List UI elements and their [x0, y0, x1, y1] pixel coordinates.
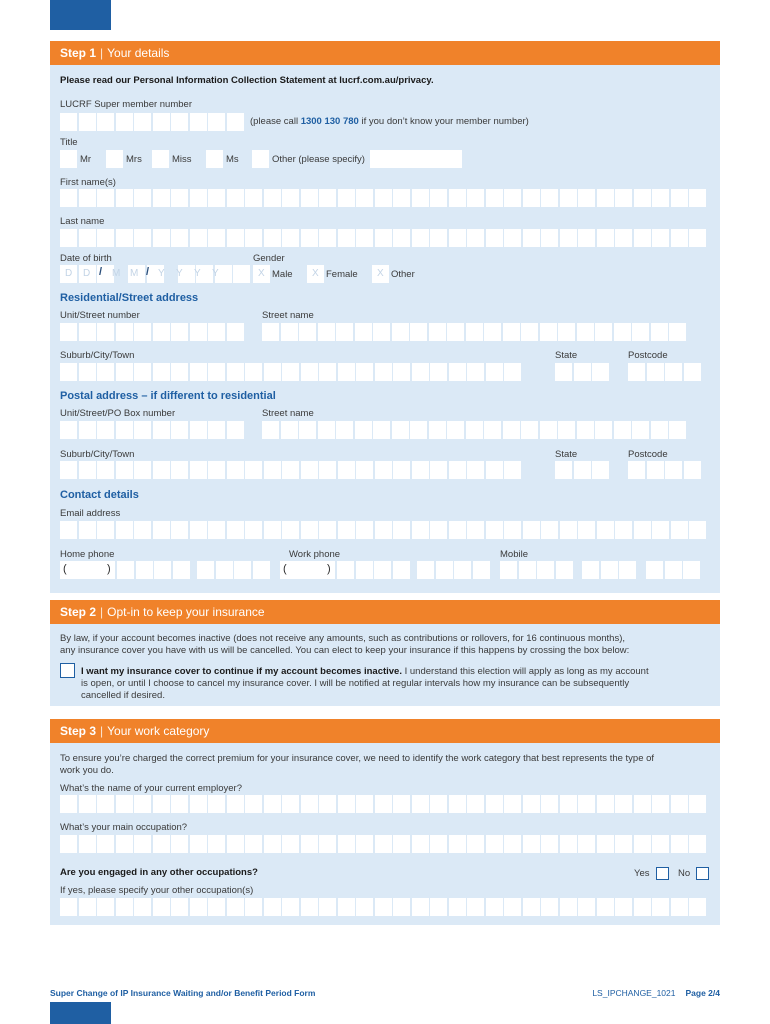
street-name-input[interactable] — [262, 323, 688, 341]
gender-male-mark: X — [258, 268, 265, 279]
title-mr-checkbox[interactable] — [60, 150, 77, 168]
home-paren-close: ) — [107, 563, 111, 575]
dob-placeholder-m1: M — [112, 268, 121, 279]
top-blue-tab — [50, 0, 111, 30]
step2-title: Opt-in to keep your insurance — [107, 605, 265, 619]
postal-heading: Postal address – if different to residential — [60, 390, 276, 402]
dob-placeholder-y2: Y — [176, 268, 183, 279]
optin-bold: I want my insurance cover to continue if my account becomes inactive. — [81, 666, 402, 677]
postal-state-input[interactable] — [555, 461, 611, 479]
work-phone-input-2[interactable] — [417, 561, 491, 579]
gender-male-label: Male — [272, 269, 293, 280]
mobile-label: Mobile — [500, 549, 528, 560]
optin-statement — [81, 666, 649, 702]
other-occupation-input[interactable] — [60, 898, 708, 916]
employer-input[interactable] — [60, 795, 708, 813]
work-phone-label: Work phone — [289, 549, 341, 560]
employer-label: What’s the name of your current employer? — [60, 783, 242, 794]
step2-number: Step 2 — [60, 605, 97, 619]
member-number-input[interactable] — [60, 113, 245, 131]
bottom-blue-tab — [50, 1002, 111, 1024]
title-ms-checkbox[interactable] — [206, 150, 223, 168]
title-ms-label: Ms — [226, 154, 239, 165]
postal-unit-input[interactable] — [60, 421, 245, 439]
step2-para-line1: By law, if your account becomes inactive (does not receive any amounts, such as contributions or rollovers, for 16 continuous months), — [60, 633, 626, 644]
postal-suburb-input[interactable] — [60, 461, 523, 479]
mobile-input-3[interactable] — [646, 561, 702, 579]
gender-female-mark: X — [312, 268, 319, 279]
state-label: State — [555, 350, 578, 361]
step1-header: Step 1 | Your details — [50, 41, 720, 65]
dob-placeholder-m2: M — [130, 268, 139, 279]
dob-placeholder-d1: D — [65, 268, 73, 279]
residential-heading: Residential/Street address — [60, 292, 199, 304]
dob-placeholder-y1: Y — [158, 268, 165, 279]
postal-state-label: State — [555, 449, 578, 460]
step1-number: Step 1 — [60, 46, 97, 60]
postal-suburb-label: Suburb/City/Town — [60, 449, 135, 460]
occupation-label: What’s your main occupation? — [60, 822, 188, 833]
title-other-specify-input[interactable] — [370, 150, 462, 168]
last-name-label: Last name — [60, 216, 105, 227]
mobile-input-1[interactable] — [500, 561, 574, 579]
yes-label: Yes — [634, 868, 650, 879]
gender-other-label: Other — [391, 269, 415, 280]
home-phone-label: Home phone — [60, 549, 115, 560]
street-name-label: Street name — [262, 310, 314, 321]
work-paren-open: ( — [283, 563, 287, 575]
optin-line3: cancelled if desired. — [81, 690, 165, 701]
member-number-label: LUCRF Super member number — [60, 99, 192, 110]
title-label: Title — [60, 137, 78, 148]
dob-separator-1: / — [99, 266, 103, 278]
suburb-label: Suburb/City/Town — [60, 350, 135, 361]
step3-intro-line1: To ensure you’re charged the correct premium for your insurance cover, we need to identify the work category that best represents the type of — [60, 753, 655, 764]
optin-rest1: I understand this election will apply as long as my account — [401, 666, 649, 677]
occupation-input[interactable] — [60, 835, 708, 853]
optin-checkbox[interactable] — [60, 663, 75, 678]
member-hint-phone: 1300 130 780 — [300, 116, 359, 127]
step3-intro-line2: work you do. — [60, 765, 114, 776]
title-other-label: Other (please specify) — [272, 154, 365, 165]
no-checkbox[interactable] — [696, 867, 709, 880]
footer-right — [592, 988, 720, 998]
unit-street-label: Unit/Street number — [60, 310, 140, 321]
title-miss-checkbox[interactable] — [152, 150, 169, 168]
gender-female-label: Female — [326, 269, 358, 280]
step3-title: Your work category — [107, 724, 210, 738]
step3-header: Step 3 | Your work category — [50, 719, 720, 743]
member-number-hint: (please call 1300 130 780 if you don’t know your member number) — [250, 116, 529, 127]
privacy-notice: Please read our Personal Information Collection Statement at lucrf.com.au/privacy. — [60, 75, 434, 86]
other-occupation-question: Are you engaged in any other occupations? — [60, 867, 258, 878]
gender-label: Gender — [253, 253, 285, 264]
work-paren-close: ) — [327, 563, 331, 575]
first-name-input[interactable] — [60, 189, 708, 207]
no-label: No — [678, 868, 691, 879]
work-phone-input-1[interactable] — [337, 561, 411, 579]
email-input[interactable] — [60, 521, 708, 539]
dob-separator-2: / — [146, 266, 150, 278]
postal-unit-label: Unit/Street/PO Box number — [60, 408, 176, 419]
dob-label: Date of birth — [60, 253, 112, 264]
mobile-input-2[interactable] — [582, 561, 638, 579]
email-label: Email address — [60, 508, 121, 519]
title-other-checkbox[interactable] — [252, 150, 269, 168]
postal-street-label: Street name — [262, 408, 314, 419]
postcode-input[interactable] — [628, 363, 702, 381]
dob-placeholder-d2: D — [83, 268, 91, 279]
step1-title: Your details — [107, 46, 170, 60]
yes-checkbox[interactable] — [656, 867, 669, 880]
title-mr-label: Mr — [80, 154, 92, 165]
footer-form-name: Super Change of IP Insurance Waiting and/or Benefit Period Form — [50, 988, 316, 998]
postal-postcode-label: Postcode — [628, 449, 668, 460]
dob-placeholder-y4: Y — [212, 268, 219, 279]
footer-form-code: LS_IPCHANGE_1021 — [592, 988, 676, 998]
step2-paragraph — [60, 633, 629, 657]
postal-street-input[interactable] — [262, 421, 688, 439]
title-mrs-label: Mrs — [126, 154, 142, 165]
step2-para-line2: any insurance cover you have with us will be cancelled. You can elect to keep your insurance if this happens by crossing the box below: — [60, 645, 630, 656]
state-input[interactable] — [555, 363, 611, 381]
home-phone-input-2[interactable] — [197, 561, 271, 579]
first-name-label: First name(s) — [60, 177, 116, 188]
step3-intro — [60, 753, 654, 777]
home-paren-open: ( — [63, 563, 67, 575]
title-miss-label: Miss — [172, 154, 192, 165]
step2-header: Step 2 | Opt-in to keep your insurance — [50, 600, 720, 624]
gender-other-mark: X — [377, 268, 384, 279]
postcode-label: Postcode — [628, 350, 668, 361]
home-phone-input-1[interactable] — [117, 561, 191, 579]
unit-street-input[interactable] — [60, 323, 245, 341]
contact-heading: Contact details — [60, 489, 139, 501]
postal-postcode-input[interactable] — [628, 461, 702, 479]
suburb-input[interactable] — [60, 363, 523, 381]
dob-placeholder-y3: Y — [194, 268, 201, 279]
footer-page-number: Page 2/4 — [685, 988, 720, 998]
last-name-input[interactable] — [60, 229, 708, 247]
optin-line2: is open, or until I choose to cancel my insurance cover. I will be notified at regular intervals how my insurance can be subsequently — [81, 678, 630, 689]
other-occupation-specify-label: If yes, please specify your other occupation(s) — [60, 885, 254, 896]
title-mrs-checkbox[interactable] — [106, 150, 123, 168]
step3-number: Step 3 — [60, 724, 97, 738]
